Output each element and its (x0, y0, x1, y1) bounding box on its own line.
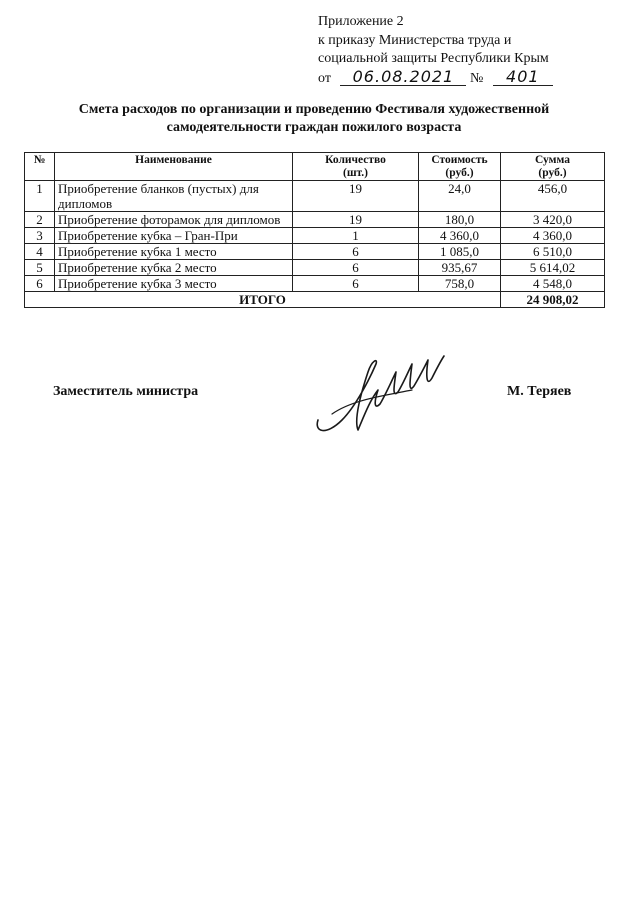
cell-name: Приобретение фоторамок для дипломов (55, 212, 293, 228)
table-row (25, 212, 605, 228)
cell-num: 3 (25, 228, 55, 244)
cell-cost: 24,0 (419, 181, 501, 212)
cell-qty: 1 (293, 228, 419, 244)
total-label: ИТОГО (25, 292, 501, 308)
cell-qty: 19 (293, 181, 419, 212)
cell-num: 1 (25, 181, 55, 212)
cell-cost: 1 085,0 (419, 244, 501, 260)
table-header-row (25, 153, 605, 181)
cell-qty: 6 (293, 244, 419, 260)
cell-num: 6 (25, 276, 55, 292)
cell-cost: 4 360,0 (419, 228, 501, 244)
signatory-role: Заместитель министра (53, 384, 199, 399)
order-date: 06.08.2021 (340, 69, 466, 86)
cell-name: Приобретение кубка 1 место (55, 244, 293, 260)
header-cost: Стоимость (руб.) (419, 153, 501, 181)
estimate-table (24, 152, 605, 308)
number-prefix: № (469, 70, 484, 86)
table-row (25, 276, 605, 292)
order-number: 401 (493, 69, 553, 86)
header-qty: Количество (шт.) (293, 153, 419, 181)
cell-cost: 180,0 (419, 212, 501, 228)
header-name: Наименование (55, 153, 293, 181)
cell-sum: 5 614,02 (501, 260, 605, 276)
total-value: 24 908,02 (501, 292, 605, 308)
appendix-line-2: к приказу Министерства труда и (318, 32, 512, 48)
cell-name: Приобретение бланков (пустых) для дипломов (55, 181, 293, 212)
appendix-line-3: социальной защиты Республики Крым (318, 51, 549, 66)
date-prefix: от (318, 70, 331, 86)
cell-qty: 6 (293, 276, 419, 292)
cell-sum: 4 360,0 (501, 228, 605, 244)
signatory-name: М. Теряев (507, 384, 572, 399)
cell-name: Приобретение кубка 3 место (55, 276, 293, 292)
cell-num: 4 (25, 244, 55, 260)
total-row (25, 292, 605, 308)
title-line-1: Смета расходов по организации и проведению Фестиваля художественной (78, 102, 550, 117)
table-row (25, 181, 605, 212)
appendix-date-line (318, 66, 553, 89)
cell-sum: 456,0 (501, 181, 605, 212)
table-row (25, 244, 605, 260)
cell-cost: 935,67 (419, 260, 501, 276)
cell-num: 2 (25, 212, 55, 228)
header-sum: Сумма (руб.) (501, 153, 605, 181)
cell-name: Приобретение кубка 2 место (55, 260, 293, 276)
appendix-line-1: Приложение 2 (318, 14, 404, 29)
cell-qty: 19 (293, 212, 419, 228)
cell-qty: 6 (293, 260, 419, 276)
cell-name: Приобретение кубка – Гран-При (55, 228, 293, 244)
document-title (24, 101, 604, 137)
cell-num: 5 (25, 260, 55, 276)
handwritten-signature (312, 350, 452, 442)
table-row (25, 228, 605, 244)
cell-cost: 758,0 (419, 276, 501, 292)
title-line-2: самодеятельности граждан пожилого возраста (166, 120, 462, 135)
appendix-block (318, 13, 553, 88)
table-row (25, 260, 605, 276)
cell-sum: 4 548,0 (501, 276, 605, 292)
cell-sum: 6 510,0 (501, 244, 605, 260)
header-num: № (25, 153, 55, 181)
cell-sum: 3 420,0 (501, 212, 605, 228)
